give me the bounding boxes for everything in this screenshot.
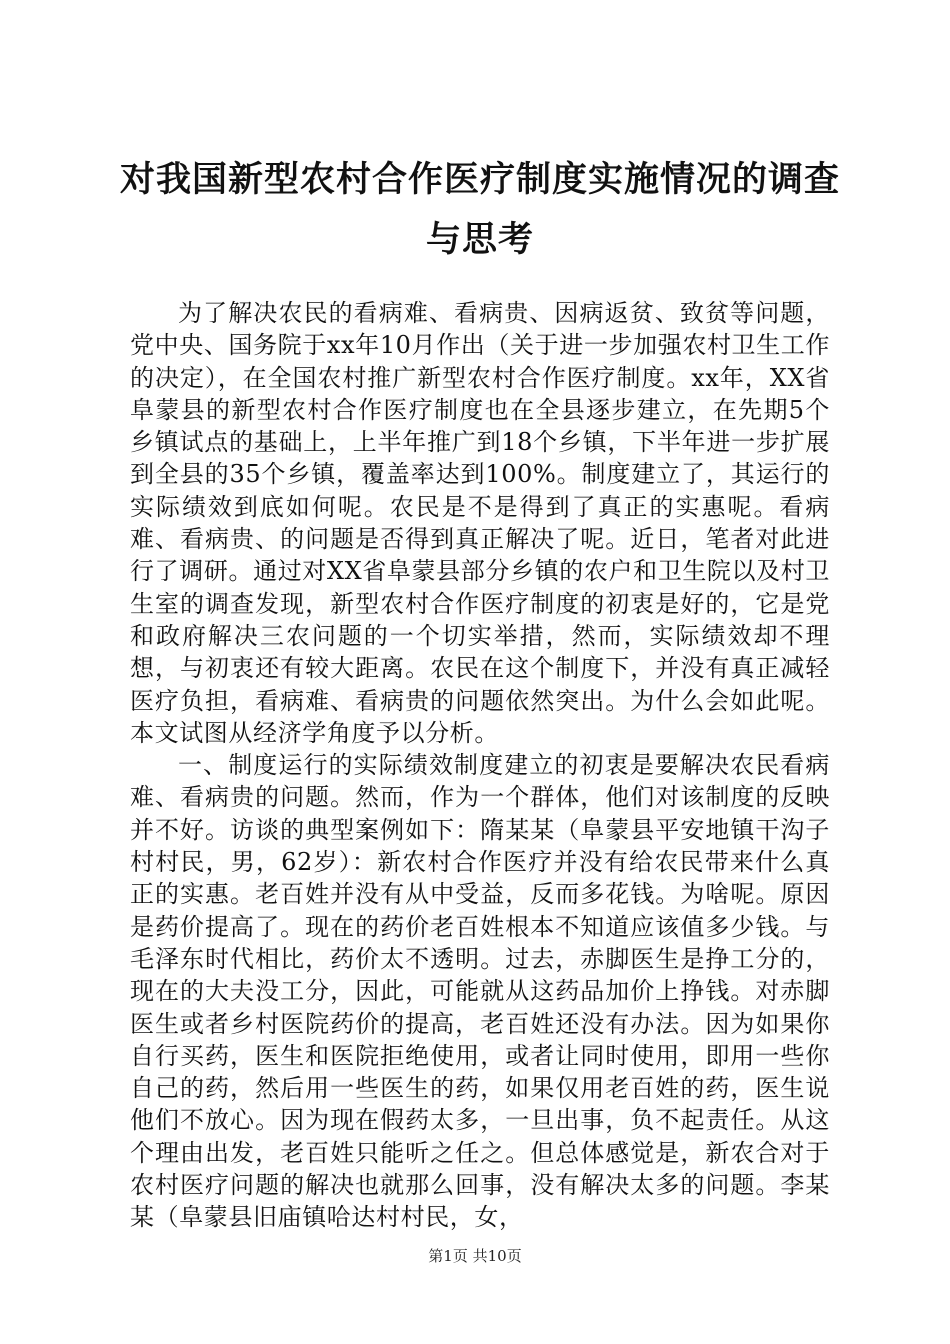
page-number-footer: 第1页 共10页 [428,1247,522,1265]
paragraph-section-one: 一、制度运行的实际绩效制度建立的初衷是要解决农民看病难、看病贵的问题。然而，作为一个群体，他们对该制度的反映并不好。访谈的典型案例如下：隋某某（阜蒙县平安地镇干沟子村村民，男，62岁）：新农村合作医疗并没有给农民带来什么真正的实惠。老百姓并没有从中受益，反而多花钱。为啥呢。原因是药价提高了。现在的药价老百姓根本不知道应该值多少钱。与毛泽东时代相比，药价太不透明。过去，赤脚医生是挣工分的，现在的大夫没工分，因此，可能就从这药品加价上挣钱。对赤脚医生或者乡村医院药价的提高，老百姓还没有办法。因为如果你自行买药，医生和医院拒绝使用，或者让同时使用，即用一些你自己的药，然后用一些医生的药，如果仅用老百姓的药，医生说他们不放心。因为现在假药太多，一旦出事，负不起责任。从这个理由出发，老百姓只能听之任之。但总体感觉是，新农合对于农村医疗问题的解决也就那么回事，没有解决太多的问题。李某某（阜蒙县旧庙镇哈达村村民，女， [130,751,830,1232]
paragraph-intro: 为了解决农民的看病难、看病贵、因病返贫、致贫等问题，党中央、国务院于xx年10月作出（关于进一步加强农村卫生工作的决定），在全国农村推广新型农村合作医疗制度。xx年，XX省阜蒙县的新型农村合作医疗制度也在全县逐步建立，在先期5个乡镇试点的基础上，上半年推广到18个乡镇，下半年进一步扩展到全县的35个乡镇，覆盖率达到100%。制度建立了，其运行的实际绩效到底如何呢。农民是不是得到了真正的实惠呢。看病难、看病贵、的问题是否得到真正解决了呢。近日，笔者对此进行了调研。通过对XX省阜蒙县部分乡镇的农户和卫生院以及村卫生室的调查发现，新型农村合作医疗制度的初衷是好的，它是党和政府解决三农问题的一个切实举措，然而，实际绩效却不理想，与初衷还有较大距离。农民在这个制度下，并没有真正减轻医疗负担，看病难、看病贵的问题依然突出。为什么会如此呢。本文试图从经济学角度予以分析。 [130,299,830,747]
document-body [130,297,830,1234]
document-title: 对我国新型农村合作医疗制度实施情况的调查与思考 [120,159,841,260]
